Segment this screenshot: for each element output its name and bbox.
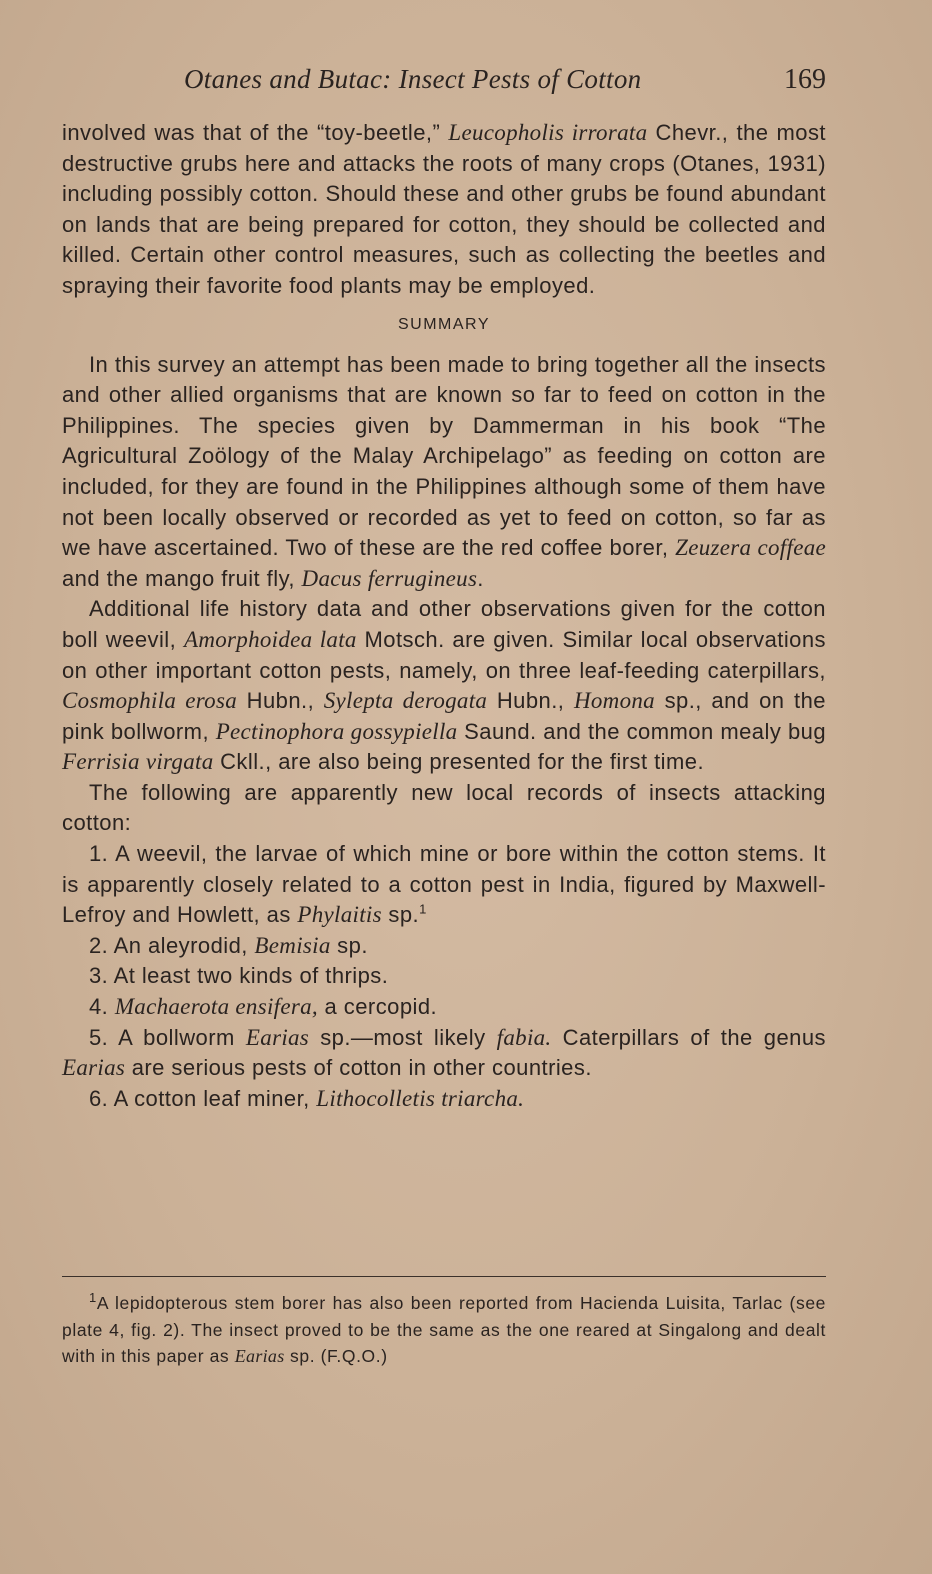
species-name: Earias <box>62 1055 126 1081</box>
species-name: Cosmophila erosa <box>62 688 238 714</box>
list-item: 1. A weevil, the larvae of which mine or bore within the cotton stems. It is apparently closely related to a cotton pest in India, figured by Maxwell-Lefroy and Howlett, as Phylaitis sp.$^1$ <box>62 841 826 928</box>
list-item: 5. A bollworm Earias sp.—most likely fabia. Caterpillars of the genus Earias are serious pests of cotton in other countries. <box>62 1024 826 1081</box>
summary-paragraph-2: Additional life history data and other observations given for the cotton boll weevil, Amorphoidea lata Motsch. are given. Similar local observations on other important cotton pests, namely, on three leaf-feeding caterpillars, Cosmophila erosa Hubn., Sylepta derogata Hubn., Homona sp., and on the pink bollworm, Pectinophora gossypiella Saund. and the common mealy bug Ferrisia virgata Ckll., are also being presented for the first time. <box>62 596 827 775</box>
species-name: Ferrisia virgata <box>62 749 214 775</box>
page-number: 169 <box>784 64 826 95</box>
species-name: Homona <box>573 688 655 714</box>
species-name: Machaerota ensifera, <box>114 994 318 1020</box>
summary-paragraph-3: The following are apparently new local records of insects attacking cotton: <box>62 779 826 836</box>
footnote: $^1$A lepidopterous stem borer has also been reported from Hacienda Luisita, Tarlac (see plate 4, fig. 2). The insect proved to be the same as the one reared at Singalong and dealt with in this paper as Earias sp. (F.Q.O.) <box>62 1290 826 1367</box>
list-item: 2. An aleyrodid, Bemisia sp. <box>89 932 368 958</box>
body-text <box>62 118 826 1114</box>
species-name: Amorphoidea lata <box>183 626 357 652</box>
species-name: Leucopholis irrorata <box>448 120 648 145</box>
continued-paragraph: involved was that of the “toy-beetle,” Leucopholis irrorata Chevr., the most destructive grubs here and attacks the roots of many crops (Otanes, 1931) including possibly cotton. Should these and other grubs be found abundant on lands that are being prepared for cotton, they should be collected and killed. Certain other control measures, such as collecting the beetles and spraying their favorite food plants may be employed. <box>62 120 826 298</box>
species-name: Pectinophora gossypiella <box>215 718 458 744</box>
list-item: 3. At least two kinds of thrips. <box>89 963 389 989</box>
species-name: Earias <box>234 1346 285 1367</box>
species-name: Dacus ferrugineus <box>301 565 478 591</box>
list-item: 6. A cotton leaf miner, Lithocolletis triarcha. <box>89 1085 525 1111</box>
species-name: fabia. <box>496 1024 552 1050</box>
species-name: Zeuzera coffeae <box>675 535 827 561</box>
section-heading-summary: SUMMARY <box>398 315 490 333</box>
footnote-reference: 1 <box>419 901 427 917</box>
list-item: 4. Machaerota ensifera, a cercopid. <box>89 994 438 1020</box>
species-name: Sylepta derogata <box>323 688 488 714</box>
page-header <box>62 64 826 104</box>
summary-paragraph-1: In this survey an attempt has been made to bring together all the insects and other allied organisms that are known so far to feed on cotton in the Philippines. The species given by Dammerman in his book “The Agricultural Zoölogy of the Malay Archipelago” as feeding on cotton are included, for they are found in the Philippines although some of them have not been locally observed or recorded as yet to feed on cotton, so far as we have ascertained. Two of these are the red coffee borer, Zeuzera coffeae and the mango fruit fly, Dacus ferrugineus. <box>62 351 827 591</box>
footnote-divider <box>62 1276 826 1277</box>
species-name: Lithocolletis triarcha. <box>316 1085 525 1111</box>
running-head: Otanes and Butac: Insect Pests of Cotton <box>184 64 642 94</box>
species-name: Phylaitis <box>297 902 382 928</box>
species-name: Bemisia <box>254 932 331 958</box>
species-name: Earias <box>245 1024 310 1050</box>
footnote-marker: 1 <box>89 1290 97 1306</box>
